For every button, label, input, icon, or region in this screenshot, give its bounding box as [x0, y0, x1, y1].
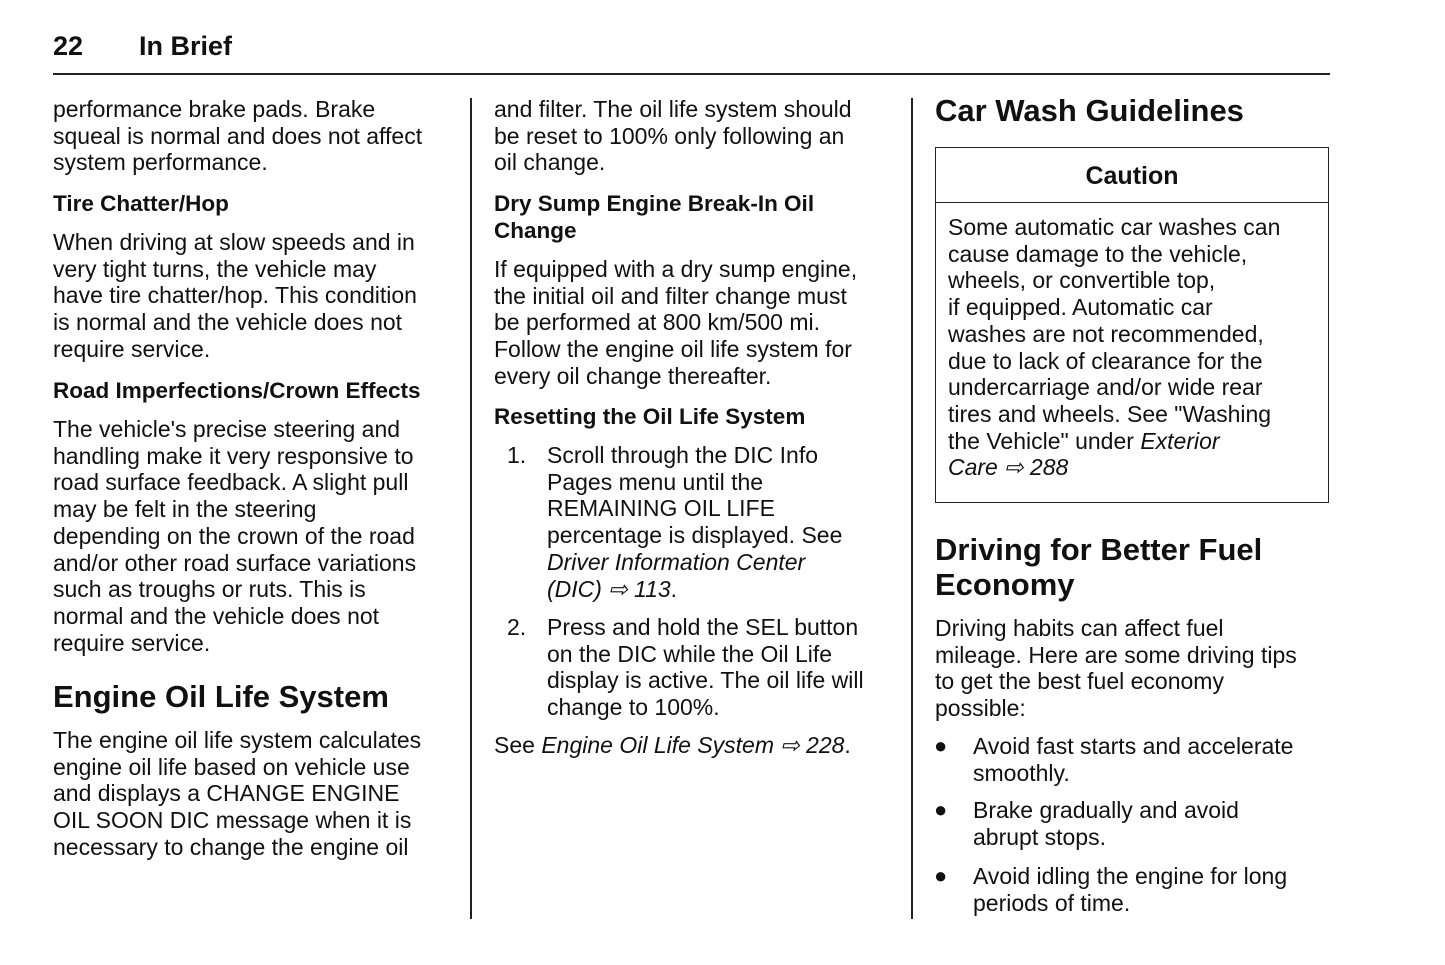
step-text — [547, 442, 842, 602]
bullet-icon: ● — [934, 733, 948, 758]
bullet-item: Avoid fast starts and accelerate smoothly. — [973, 733, 1294, 786]
paragraph: The vehicle's precise steering and handling make it very responsive to road surface feedback. A slight pull may be felt in the steering depending on the crown of the road and/or other road surface variations such as troughs or ruts. This is normal and the vehicle does not require service. — [53, 416, 417, 656]
caution-body: Some automatic car washes can cause damage to the vehicle, wheels, or convertible top, if equipped. Automatic car washes are not recommended, due to lack of clearance for the undercarriage and/or wide rear tires and wheels. See "Washing the Vehicle" under — [948, 214, 1281, 454]
paragraph: performance brake pads. Brake squeal is normal and does not affect system performance. — [53, 96, 423, 176]
subheading-tire-chatter: Tire Chatter/Hop — [53, 191, 229, 216]
bullet-icon: ● — [934, 863, 948, 888]
paragraph: and filter. The oil life system should be reset to 100% only following an oil change. — [494, 96, 852, 176]
subheading-road-imperfections: Road Imperfections/Crown Effects — [53, 378, 421, 403]
caution-text — [948, 214, 1280, 481]
bullet-icon: ● — [934, 797, 948, 822]
caution-title: Caution — [936, 148, 1328, 203]
paragraph: Driving habits can affect fuel mileage. Here are some driving tips to get the best fuel economy possible: — [935, 615, 1297, 722]
caution-box — [935, 147, 1329, 503]
subheading-dry-sump: Dry Sump Engine Break-In Oil Change — [494, 191, 815, 243]
see-reference — [494, 732, 851, 759]
paragraph: If equipped with a dry sump engine, the initial oil and filter change must be performed at 800 km/500 mi. Follow the engine oil life system for every oil change thereafter. — [494, 256, 858, 389]
cross-reference-link[interactable]: Exterior Care ⇨ 288 — [948, 427, 1220, 481]
cross-reference-link[interactable]: Driver Information Center (DIC) ⇨ 113 — [547, 548, 806, 602]
step-text: Press and hold the SEL button on the DIC while the Oil Life display is active. The oil life will change to 100%. — [547, 614, 864, 721]
column-divider — [911, 98, 913, 919]
step-number: 2. — [507, 614, 527, 640]
page-number: 22 — [53, 31, 84, 61]
subheading-resetting-oil-life: Resetting the Oil Life System — [494, 404, 806, 429]
column-divider — [470, 98, 472, 919]
paragraph: The engine oil life system calculates engine oil life based on vehicle use and displays a CHANGE ENGINE OIL SOON DIC message when it is necessary to change the engine oil — [53, 727, 422, 860]
cross-reference-link[interactable]: Engine Oil Life System ⇨ 228 — [541, 732, 845, 758]
heading-better-fuel-economy: Driving for Better Fuel Economy — [935, 532, 1263, 602]
paragraph: When driving at slow speeds and in very tight turns, the vehicle may have tire chatter/hop. This condition is normal and the vehicle does not require service. — [53, 229, 417, 362]
see-end: . — [844, 732, 851, 758]
header-rule — [53, 73, 1330, 75]
section-title: In Brief — [139, 31, 233, 61]
step-number: 1. — [507, 442, 527, 468]
step-text-body: Scroll through the DIC Info Pages menu until the REMAINING OIL LIFE percentage is displayed. See — [547, 442, 843, 549]
bullet-item: Brake gradually and avoid abrupt stops. — [973, 797, 1239, 850]
step-text-end: . — [670, 575, 678, 602]
see-prefix: See — [494, 732, 542, 758]
heading-car-wash: Car Wash Guidelines — [935, 93, 1244, 128]
heading-engine-oil-life: Engine Oil Life System — [53, 679, 389, 714]
bullet-item: Avoid idling the engine for long periods of time. — [973, 863, 1288, 916]
